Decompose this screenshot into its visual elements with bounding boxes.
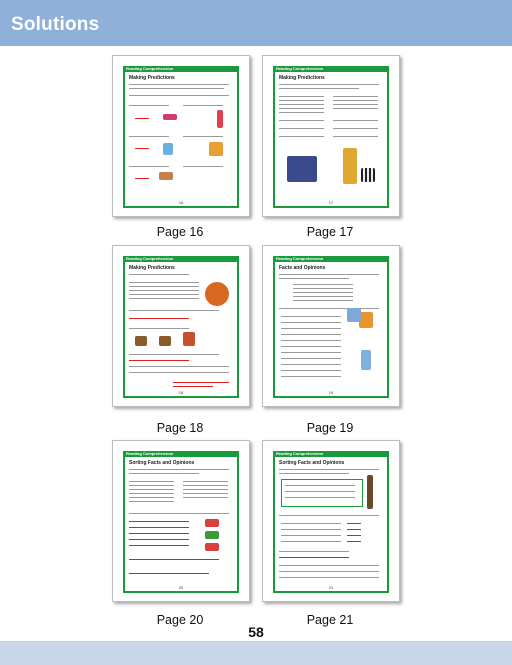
text-line [129,501,174,502]
text-line [281,523,341,524]
worksheet-page-label: 18 [178,390,184,395]
answer-mark [129,533,189,534]
text-line [281,352,341,353]
text-line [279,274,379,275]
text-line [129,88,224,89]
text-line [129,105,169,106]
text-line [293,292,353,293]
text-line [183,493,228,494]
worksheet-thumbnail-page-19[interactable] [262,245,400,407]
text-line [333,136,378,137]
text-line [281,322,341,323]
worksheet-header-bar: Reading Comprehension [123,66,239,72]
answer-mark [129,559,219,560]
answer-mark [129,318,189,319]
zebra-image [361,168,375,182]
text-line [183,105,223,106]
text-line [293,288,353,289]
text-line [281,358,341,359]
text-line [183,489,228,490]
text-line [281,316,341,317]
text-line [281,334,341,335]
pot-image [159,336,171,346]
text-line [293,300,353,301]
flag-image [205,519,219,527]
text-line [129,513,229,514]
worksheet-header-bar: Reading Comprehension [273,66,389,72]
thumbnail-caption: Page 18 [156,421,204,435]
text-line [279,104,324,105]
text-line [279,278,349,279]
worksheet-page-label: 20 [178,585,184,590]
text-line [129,136,169,137]
text-line [129,298,199,299]
worksheet-heading: Sorting Facts and Opinions [129,460,195,466]
text-line [279,136,324,137]
thumbnail-caption: Page 21 [306,613,354,627]
text-line [279,571,379,572]
text-line [279,88,359,89]
worksheet-page-label: 17 [328,200,334,205]
text-line [279,577,379,578]
text-line [285,491,355,492]
text-line [279,551,349,552]
answer-mark [279,557,349,558]
worksheet-header-bar: Reading Comprehension [123,451,239,457]
dog-image [159,172,173,180]
answer-mark [347,535,361,536]
text-line [129,473,199,474]
worksheet-heading: Making Predictions [279,75,325,81]
text-line [281,340,341,341]
text-line [183,136,223,137]
answer-mark [135,178,149,179]
bottle-image [163,143,173,155]
text-line [129,481,174,482]
text-line [183,497,228,498]
text-line [129,328,189,329]
worksheet-heading: Sorting Facts and Opinions [279,460,345,466]
text-line [129,493,174,494]
text-line [333,100,378,101]
basketball-image [205,282,229,306]
answer-mark [173,382,229,383]
text-line [279,469,379,470]
text-line [333,96,378,97]
flower-pot-image [183,332,195,346]
thumbnail-caption: Page 17 [306,225,354,239]
text-line [281,535,341,536]
text-line [281,346,341,347]
footer-bar [0,641,512,665]
text-line [129,274,189,275]
text-line [129,290,199,291]
text-line [129,310,219,311]
worksheet-heading: Making Predictions [129,75,175,81]
answer-mark [129,539,189,540]
answer-mark [129,521,189,522]
text-line [183,481,228,482]
book-page-number: 58 [248,624,264,640]
cat-image [359,312,373,328]
answer-mark [129,527,189,528]
text-line [279,565,379,566]
text-line [129,294,199,295]
worksheet-header-bar: Reading Comprehension [123,256,239,262]
text-line [281,541,341,542]
milk-carton-image [361,350,371,370]
text-line [285,497,355,498]
text-line [183,166,223,167]
text-line [281,529,341,530]
text-line [333,120,378,121]
text-box [281,479,363,507]
text-line [129,95,229,96]
text-line [281,364,341,365]
text-line [129,166,169,167]
worksheet-heading: Facts and Opinions [279,265,326,271]
worksheet-page-label: 16 [178,200,184,205]
answer-mark [135,118,149,119]
text-line [129,84,229,85]
worksheet-thumbnail-page-18[interactable] [112,245,250,407]
text-line [129,366,229,367]
worksheet-heading: Making Predictions [129,265,175,271]
text-line [279,108,324,109]
text-line [129,286,199,287]
page-title: Solutions [11,14,100,35]
text-line [129,469,229,470]
thumbnail-caption: Page 20 [156,613,204,627]
answer-mark [129,360,189,361]
desk-child-image [209,142,223,156]
worksheet-thumbnail-page-21[interactable] [262,440,400,602]
thumbnail-caption: Page 19 [306,421,354,435]
answer-mark [135,148,149,149]
answer-mark [347,529,361,530]
answer-mark [129,545,189,546]
lacrosse-stick-image [367,475,373,509]
flag-image [205,531,219,539]
worksheet-page-label: 19 [328,390,334,395]
worksheet-thumbnail-page-16[interactable] [112,55,250,217]
text-line [281,376,341,377]
text-line [279,96,324,97]
text-line [281,370,341,371]
text-line [333,128,378,129]
text-line [279,112,324,113]
text-line [129,372,229,373]
giraffe-image [343,148,357,184]
worksheet-header-bar: Reading Comprehension [273,451,389,457]
text-line [129,489,174,490]
text-line [279,120,324,121]
flag-image [205,543,219,551]
text-line [293,284,353,285]
text-line [279,515,379,516]
text-line [279,100,324,101]
worksheet-frame [123,256,239,398]
answer-mark [129,573,209,574]
text-line [281,328,341,329]
thumbnail-caption: Page 16 [156,225,204,239]
header-bar [0,0,512,46]
text-line [333,108,378,109]
clipart-image [347,308,361,322]
worksheet-header-bar: Reading Comprehension [273,256,389,262]
candy-image [163,114,177,120]
worksheet-page-label: 21 [328,585,334,590]
text-line [279,308,379,309]
popsicle-image [217,110,223,128]
text-line [129,485,174,486]
text-line [285,485,355,486]
text-line [129,282,199,283]
text-line [129,354,219,355]
text-line [129,497,174,498]
worksheet-thumbnail-page-17[interactable] [262,55,400,217]
text-line [279,84,379,85]
text-line [279,128,324,129]
answer-mark [173,386,213,387]
answer-mark [347,523,361,524]
backpack-image [287,156,317,182]
answer-mark [347,541,361,542]
text-line [333,104,378,105]
worksheet-thumbnail-page-20[interactable] [112,440,250,602]
text-line [183,485,228,486]
text-line [293,296,353,297]
pot-image [135,336,147,346]
text-line [279,473,349,474]
